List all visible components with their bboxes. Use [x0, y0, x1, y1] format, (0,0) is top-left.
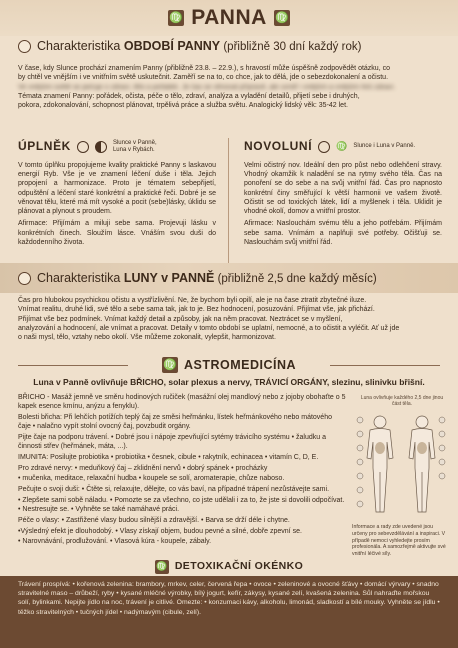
detox-text: Trávení prospívá: • kořenová zelenina: brambory, mrkev, celer, červená řepa • ovoce • zeleninové a ovocné šťávy • domácí výrvary • snadno stravitelné maso – drůbeží, ryby • kysané mléčné výrobky, bílý jogurt, kefír, zákysy, kysané zelí, kvašená zelenina. Sůl nahraďte mořskou solí, bylinkami. Nepijte jídlo na noc, trávení je citlivé. Omezte: • konzumaci kávy, alkoholu, limonád, sladkostí a bílé mouky. Vyhněte se jídlu • těžko stravitelných • tučných jídel • nadýmavým (cibule, zelí).: [18, 581, 440, 616]
list-item: Péče o vlasy: • Zastřižené vlasy budou silnější a zdravější. • Barva se drží déle i chytne.: [18, 516, 290, 524]
full-moon-text: V tomto úplňku propojujeme kvality praktické Panny s laskavou energií Ryb. Vše je ve znamení léčení duše i těla. Jejich propojení a harmonizace. Proto je tématem sebepřijetí, odpuštění a léčení staré konkrétní a praktické řeči. Dobré je se věnovat tělu, které má mít vysoké a pocit (sebe)lásky, úklidu se plánovat a plynout s proudem.: [18, 162, 216, 216]
column-divider: [228, 138, 229, 266]
list-item: Pečujte o svoji duši: • Čtěte si, relaxujte, dělejte, co vás baví, na případné trápení nezůstávejte sami.: [18, 486, 330, 494]
body-figure-icon: [356, 412, 446, 524]
luna-line-3: Přijímat vše bez podmínek. Vnímat každý detail a způsoby, jak na něm pracovat. Neztrácet se v myšlení,: [18, 315, 343, 323]
full-moon-section: [18, 136, 216, 247]
figure-note: Luna ovlivňuje každého 2,5 dne jinou část těla.: [360, 395, 444, 408]
period-heading: [18, 38, 440, 55]
list-item: • Narovnávání, prodlužování. • Vlasová kúra - koupele, zábaly.: [18, 538, 212, 546]
luna-line-5: o naši mysl, tělo, vztahy nebo okolí. Vše můžeme zokonalit, vylepšit, harmonizovat.: [18, 334, 276, 342]
new-moon-title: NOVOLUNÍ: [244, 139, 313, 154]
luna-heading: [18, 270, 440, 287]
list-item: • mučenka, meditace, relaxační hudba • koupele se solí, aromaterapie, chůze naboso.: [18, 475, 285, 483]
detox-title: DETOXIKAČNÍ OKÉNKO: [174, 560, 304, 573]
new-moon-affirmation: Afirmace: Naslouchám svému tělu a jeho potřebám. Přijímám sebe sama. Vnímám a naplňuji své potřeby. Očišťuji se. Naslouchám svůj vnitřní řád.: [244, 220, 442, 246]
period-line-2: by chtěl ve vnějším i ve vnitřním světě uskutečnit. Zaměří se na to, co chce, jak to dělá, jde o sebezdokonalení a očistu.: [18, 74, 389, 82]
page-header: [0, 0, 458, 36]
period-title-bold: OBDOBÍ PANNY: [123, 39, 221, 53]
period-title-sub: (přibližně 30 dní každý rok): [220, 41, 362, 53]
full-moon-affirmation: Afirmace: Přijímám a miluji sebe sama. Projevuji lásku v konkrétních činech. Sloužím lásce. Vnáším svou duši do každodenního života.: [18, 220, 216, 246]
virgo-sign-icon: ♍: [155, 560, 169, 574]
list-item: Pro zdravé nervy: • meduňkový čaj – zklidnění nervů • dobrý spánek • procházky: [18, 464, 268, 472]
virgo-sign-icon: ♍: [274, 10, 290, 26]
sun-icon: [318, 141, 330, 153]
list-item: Bolesti břicha: Při lehčích potížích teplý čaj ze směsi heřmánku, lístek heřmánkového nebo mátového čaje • nalačno vypít stolní ovocný čaj, povzbudit orgány.: [18, 413, 332, 431]
detox-heading: [0, 559, 458, 575]
new-moon-heading: [244, 136, 442, 158]
astro-title: ASTROMEDICÍNA: [183, 357, 297, 372]
period-section: [18, 38, 440, 110]
period-line-5: pokora, zdokonalování, schopnost plánovat, trpělivá práce a služba světu. Analogický lidský věk: 35-42 let.: [18, 102, 348, 110]
luna-section: [18, 270, 440, 342]
new-moon-text: Velmi očistný nov. Ideální den pro půst nebo odlehčení stravy. Vhodný okamžik k naladění se na rytmy svého těla. Čas na ponoření se do sebe a na svůj vnitřní řád. Čas pro napnosto konkrétní činy směřující k větší harmonii ve vašem životě. Očistit se od toxických látek, lidí a myšlenek i těla. Uklidit je vhodné okolí, domov a vnitřní prostor.: [244, 162, 442, 216]
list-item: Pijte čaje na podporu trávení. • Dobré jsou i nápoje zpevňující sytémy trávicího systému • žaludku a činnosti střev (heřmánek, máta, ...).: [18, 433, 327, 451]
luna-title-bold: LUNY v PANNĚ: [123, 271, 215, 285]
luna-line-1: Čas pro hlubokou psychickou očistu a vystřízlivění. Ne, že bychom byli opilí, ale je na čase ztratit zbytečné iluze.: [18, 297, 367, 305]
body-figure-illustration: [356, 412, 446, 524]
disclaimer: Informace a rady zde uvedené jsou určeny pro sebevzdělávání a inspiraci. V případě nemoci vyhledejte prosím profesionála. A samozřejmě aktivujte své vnitřní léčivé síly.: [352, 524, 446, 557]
list-item: •Výsledný efekt je dlouhodobý. • Vlasy získají objem, budou pevné a silné, dobře zpevní se.: [18, 527, 302, 535]
circle-icon: [18, 40, 31, 53]
luna-line-2: Vnímat realitu, druhé lidi, své tělo a sebe sama tak, jak to je. Bez hodnocení, posuzování. Přijímat vše, jak přichází.: [18, 306, 375, 314]
sun-icon: [77, 141, 89, 153]
virgo-sign-icon: ♍: [162, 357, 178, 373]
list-item: IMUNITA: Posilujte probiotika • probiotika • česnek, cibule • rakytník, echinacea • vitamín C, D, E.: [18, 453, 319, 461]
full-moon-sub-1: Slunce v Panně,: [112, 139, 157, 146]
period-line-3: Ve vnějším světě se pečuje o zdraví, tělo a pořádek. Je čas se věnovat přípravě, ale uvnitř i vnějším a vnějším řeči zdraví.: [18, 83, 396, 91]
luna-line-4: analyzování a hodnocení, ale vnímat a pracovat. Detaily v tomto období se uplatní, nemocné, a to očistit a vyléčit. Ať už jde: [18, 324, 400, 332]
luna-title-prefix: Charakteristika: [37, 271, 124, 285]
period-line-1: V čase, kdy Slunce prochází znamením Panny (přibližně 23.8. – 22.9.), s hravostí může úspěšně zodpovědět otázku, co: [18, 65, 390, 73]
period-line-4: Témata znamení Panny: pořádek, očista, péče o tělo, zdraví, analýza a vyladění detailů, přijetí sebe i druhých,: [18, 92, 360, 100]
new-moon-section: [244, 136, 442, 247]
full-moon-sub-2: Luna v Rybách.: [112, 147, 155, 153]
astro-heading: [0, 354, 458, 376]
list-item: • Zlepšete sami sobě náladu. • Pomozte se za všechno, co jste udělali i za to, že jste si dovolili odpočívat. • Nestresujte se. • Vyhněte se také namáhavé práci.: [18, 496, 345, 514]
moon-icon: [95, 141, 107, 153]
virgo-sign-icon: ♍: [336, 141, 348, 152]
astro-lead: Luna v Panně ovlivňuje BŘICHO, solar plexus a nervy, TRÁVICÍ ORGÁNY, slezinu, slinivku břišní.: [33, 377, 425, 387]
period-text: [18, 64, 440, 110]
luna-title-sub: (přibližně 2,5 dne každý měsíc): [214, 273, 377, 285]
circle-icon: [18, 272, 31, 285]
virgo-sign-icon: ♍: [168, 10, 184, 26]
list-item: BŘICHO - Masáž jemně ve směru hodinových ručiček (masážní olej mandlový nebo z jojoby obohaťte o 5 kapek esence kmínu, anýzu a fenyklu).: [18, 394, 346, 411]
full-moon-heading: [18, 136, 216, 158]
period-title-prefix: Charakteristika: [37, 39, 124, 53]
full-moon-title: ÚPLNĚK: [18, 139, 71, 154]
detox-box: [0, 576, 458, 648]
luna-text: [18, 296, 440, 342]
astro-list: [18, 393, 346, 548]
new-moon-sub: Slunce i Luna v Panně.: [353, 143, 416, 150]
page-title: PANNA: [191, 6, 267, 30]
